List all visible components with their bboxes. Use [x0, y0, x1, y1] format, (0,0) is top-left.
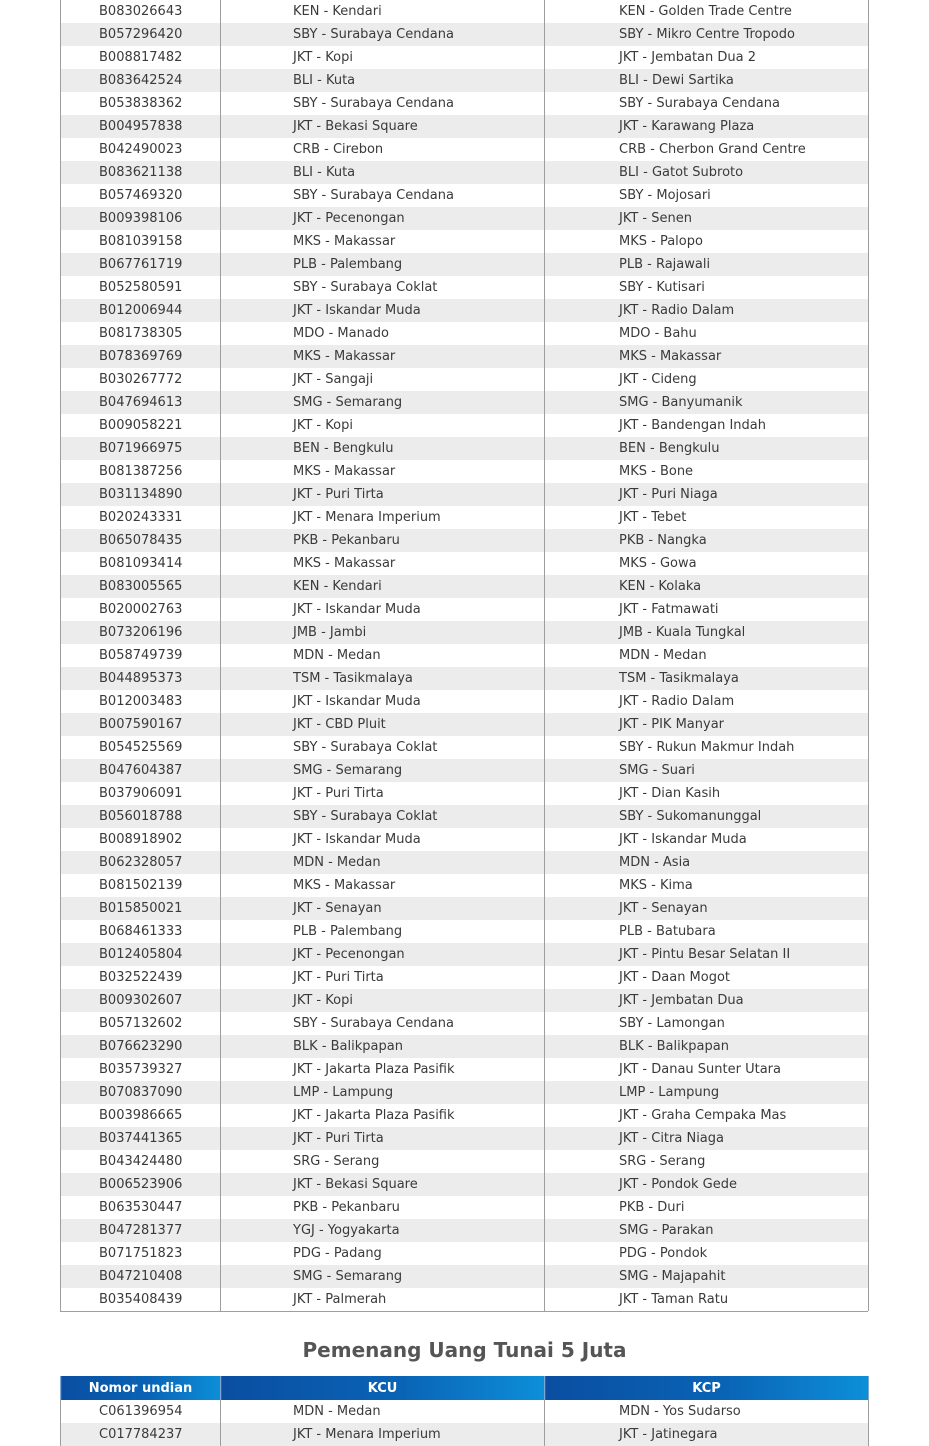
table-row [61, 207, 869, 230]
kcu-cell: SMG - Semarang [221, 391, 545, 414]
nomor-undian-cell: B009398106 [61, 207, 221, 230]
table-row [61, 1150, 869, 1173]
nomor-undian-cell: B047281377 [61, 1219, 221, 1242]
table-row [61, 1219, 869, 1242]
table-row [61, 276, 869, 299]
kcp-cell: BLI - Dewi Sartika [545, 69, 869, 92]
kcp-cell: JKT - Cideng [545, 368, 869, 391]
table-row [61, 1173, 869, 1196]
nomor-undian-cell: B076623290 [61, 1035, 221, 1058]
kcp-cell: JKT - Tebet [545, 506, 869, 529]
header-kcp: KCP [545, 1376, 869, 1400]
table-row [61, 805, 869, 828]
winners-table-5-juta [60, 1376, 868, 1446]
nomor-undian-cell: B071751823 [61, 1242, 221, 1265]
table-row [61, 414, 869, 437]
nomor-undian-cell: B047604387 [61, 759, 221, 782]
kcp-cell: SBY - Lamongan [545, 1012, 869, 1035]
nomor-undian-cell: B030267772 [61, 368, 221, 391]
nomor-undian-cell: B020243331 [61, 506, 221, 529]
kcu-cell: JKT - Kopi [221, 989, 545, 1012]
kcu-cell: JKT - Iskandar Muda [221, 598, 545, 621]
kcu-cell: PLB - Palembang [221, 920, 545, 943]
kcu-cell: YGJ - Yogyakarta [221, 1219, 545, 1242]
kcp-cell: JKT - Taman Ratu [545, 1288, 869, 1311]
kcu-cell: JKT - Menara Imperium [221, 1423, 545, 1446]
kcp-cell: JKT - Senayan [545, 897, 869, 920]
nomor-undian-cell: B003986665 [61, 1104, 221, 1127]
kcu-cell: TSM - Tasikmalaya [221, 667, 545, 690]
nomor-undian-cell: B044895373 [61, 667, 221, 690]
nomor-undian-cell: B032522439 [61, 966, 221, 989]
table-row [61, 644, 869, 667]
table-row [61, 897, 869, 920]
table-row [61, 759, 869, 782]
nomor-undian-cell: B006523906 [61, 1173, 221, 1196]
table-row [61, 851, 869, 874]
nomor-undian-cell: B057296420 [61, 23, 221, 46]
kcp-cell: MKS - Palopo [545, 230, 869, 253]
kcu-cell: SBY - Surabaya Coklat [221, 736, 545, 759]
kcu-cell: PKB - Pekanbaru [221, 529, 545, 552]
table-row [61, 1400, 869, 1423]
kcu-cell: CRB - Cirebon [221, 138, 545, 161]
nomor-undian-cell: B035739327 [61, 1058, 221, 1081]
kcu-cell: JKT - Puri Tirta [221, 1127, 545, 1150]
kcp-cell: JKT - Danau Sunter Utara [545, 1058, 869, 1081]
table-row [61, 598, 869, 621]
kcp-cell: SMG - Majapahit [545, 1265, 869, 1288]
kcu-cell: MKS - Makassar [221, 345, 545, 368]
table-row [61, 1012, 869, 1035]
kcu-cell: BLI - Kuta [221, 69, 545, 92]
table-row [61, 1423, 869, 1446]
kcu-cell: BLI - Kuta [221, 161, 545, 184]
nomor-undian-cell: B035408439 [61, 1288, 221, 1311]
header-kcu: KCU [221, 1376, 545, 1400]
table-row [61, 391, 869, 414]
table-row [61, 782, 869, 805]
kcp-cell: JMB - Kuala Tungkal [545, 621, 869, 644]
nomor-undian-cell: B056018788 [61, 805, 221, 828]
kcp-cell: PKB - Nangka [545, 529, 869, 552]
kcu-cell: JKT - Pecenongan [221, 943, 545, 966]
nomor-undian-cell: B004957838 [61, 115, 221, 138]
nomor-undian-cell: B043424480 [61, 1150, 221, 1173]
kcp-cell: JKT - Puri Niaga [545, 483, 869, 506]
table-row [61, 1288, 869, 1311]
nomor-undian-cell: C061396954 [61, 1400, 221, 1423]
table-row [61, 23, 869, 46]
nomor-undian-cell: B009058221 [61, 414, 221, 437]
kcu-cell: JKT - Jakarta Plaza Pasifik [221, 1058, 545, 1081]
nomor-undian-cell: B083621138 [61, 161, 221, 184]
kcp-cell: SBY - Sukomanunggal [545, 805, 869, 828]
table-row [61, 1265, 869, 1288]
kcp-cell: JKT - Fatmawati [545, 598, 869, 621]
table-row [61, 552, 869, 575]
nomor-undian-cell: B037906091 [61, 782, 221, 805]
kcu-cell: JKT - Senayan [221, 897, 545, 920]
kcu-cell: MDN - Medan [221, 644, 545, 667]
kcp-cell: JKT - Jembatan Dua [545, 989, 869, 1012]
table-row [61, 690, 869, 713]
kcp-cell: PLB - Rajawali [545, 253, 869, 276]
kcp-cell: MDO - Bahu [545, 322, 869, 345]
kcp-cell: JKT - Daan Mogot [545, 966, 869, 989]
nomor-undian-cell: B012405804 [61, 943, 221, 966]
nomor-undian-cell: B073206196 [61, 621, 221, 644]
kcp-cell: LMP - Lampung [545, 1081, 869, 1104]
nomor-undian-cell: B053838362 [61, 92, 221, 115]
nomor-undian-cell: B015850021 [61, 897, 221, 920]
kcp-cell: JKT - Radio Dalam [545, 299, 869, 322]
table-row [61, 667, 869, 690]
nomor-undian-cell: B081387256 [61, 460, 221, 483]
kcu-cell: BLK - Balikpapan [221, 1035, 545, 1058]
kcp-cell: JKT - Jatinegara [545, 1423, 869, 1446]
kcp-cell: PDG - Pondok [545, 1242, 869, 1265]
kcu-cell: KEN - Kendari [221, 575, 545, 598]
kcp-cell: BLK - Balikpapan [545, 1035, 869, 1058]
kcu-cell: PLB - Palembang [221, 253, 545, 276]
table-row [61, 1104, 869, 1127]
kcp-cell: MKS - Makassar [545, 345, 869, 368]
kcp-cell: JKT - Bandengan Indah [545, 414, 869, 437]
kcu-cell: LMP - Lampung [221, 1081, 545, 1104]
kcu-cell: JKT - Iskandar Muda [221, 690, 545, 713]
nomor-undian-cell: B042490023 [61, 138, 221, 161]
kcu-cell: JMB - Jambi [221, 621, 545, 644]
kcu-cell: JKT - Kopi [221, 414, 545, 437]
nomor-undian-cell: B009302607 [61, 989, 221, 1012]
kcp-cell: MDN - Asia [545, 851, 869, 874]
table-row [61, 943, 869, 966]
table-row [61, 621, 869, 644]
kcp-cell: BEN - Bengkulu [545, 437, 869, 460]
table-header-row [61, 1376, 869, 1400]
table-row [61, 299, 869, 322]
kcp-cell: BLI - Gatot Subroto [545, 161, 869, 184]
kcu-cell: JKT - Puri Tirta [221, 782, 545, 805]
kcp-cell: JKT - Graha Cempaka Mas [545, 1104, 869, 1127]
nomor-undian-cell: B052580591 [61, 276, 221, 299]
kcu-cell: JKT - Menara Imperium [221, 506, 545, 529]
winners-table-previous [60, 0, 868, 1312]
kcp-cell: JKT - PIK Manyar [545, 713, 869, 736]
kcu-cell: MDO - Manado [221, 322, 545, 345]
kcu-cell: JKT - Kopi [221, 46, 545, 69]
table-row [61, 966, 869, 989]
table-row [61, 69, 869, 92]
kcu-cell: JKT - Iskandar Muda [221, 299, 545, 322]
table-row [61, 92, 869, 115]
kcu-cell: BEN - Bengkulu [221, 437, 545, 460]
kcu-cell: JKT - Bekasi Square [221, 1173, 545, 1196]
kcp-cell: TSM - Tasikmalaya [545, 667, 869, 690]
nomor-undian-cell: B081039158 [61, 230, 221, 253]
table-row [61, 1035, 869, 1058]
nomor-undian-cell: B078369769 [61, 345, 221, 368]
nomor-undian-cell: B012006944 [61, 299, 221, 322]
table-row [61, 184, 869, 207]
table-row [61, 1127, 869, 1150]
kcp-cell: JKT - Iskandar Muda [545, 828, 869, 851]
kcp-cell: CRB - Cherbon Grand Centre [545, 138, 869, 161]
kcu-cell: JKT - Puri Tirta [221, 483, 545, 506]
kcp-cell: MKS - Kima [545, 874, 869, 897]
kcp-cell: JKT - Karawang Plaza [545, 115, 869, 138]
nomor-undian-cell: B081502139 [61, 874, 221, 897]
nomor-undian-cell: B068461333 [61, 920, 221, 943]
kcp-cell: PKB - Duri [545, 1196, 869, 1219]
kcp-cell: MKS - Gowa [545, 552, 869, 575]
kcu-cell: SBY - Surabaya Coklat [221, 276, 545, 299]
kcp-cell: MDN - Medan [545, 644, 869, 667]
table-row [61, 874, 869, 897]
kcu-cell: SMG - Semarang [221, 1265, 545, 1288]
kcu-cell: MKS - Makassar [221, 874, 545, 897]
kcp-cell: MKS - Bone [545, 460, 869, 483]
kcp-cell: SBY - Kutisari [545, 276, 869, 299]
table-row [61, 115, 869, 138]
kcu-cell: SBY - Surabaya Cendana [221, 23, 545, 46]
nomor-undian-cell: B047210408 [61, 1265, 221, 1288]
kcu-cell: MDN - Medan [221, 1400, 545, 1423]
table-row [61, 460, 869, 483]
table-row [61, 1058, 869, 1081]
table-row [61, 713, 869, 736]
kcu-cell: SBY - Surabaya Coklat [221, 805, 545, 828]
nomor-undian-cell: B058749739 [61, 644, 221, 667]
nomor-undian-cell: B008918902 [61, 828, 221, 851]
nomor-undian-cell: B037441365 [61, 1127, 221, 1150]
nomor-undian-cell: B081093414 [61, 552, 221, 575]
table-row [61, 437, 869, 460]
kcu-cell: JKT - Sangaji [221, 368, 545, 391]
nomor-undian-cell: B031134890 [61, 483, 221, 506]
table-row [61, 736, 869, 759]
nomor-undian-cell: B047694613 [61, 391, 221, 414]
kcu-cell: MKS - Makassar [221, 230, 545, 253]
kcp-cell: SBY - Rukun Makmur Indah [545, 736, 869, 759]
kcp-cell: SMG - Banyumanik [545, 391, 869, 414]
kcp-cell: SBY - Mojosari [545, 184, 869, 207]
kcu-cell: JKT - CBD Pluit [221, 713, 545, 736]
nomor-undian-cell: B083005565 [61, 575, 221, 598]
kcu-cell: JKT - Pecenongan [221, 207, 545, 230]
nomor-undian-cell: B020002763 [61, 598, 221, 621]
table-row [61, 1081, 869, 1104]
kcp-cell: SMG - Suari [545, 759, 869, 782]
table-row [61, 575, 869, 598]
nomor-undian-cell: B083026643 [61, 0, 221, 23]
kcp-cell: SMG - Parakan [545, 1219, 869, 1242]
kcp-cell: JKT - Dian Kasih [545, 782, 869, 805]
kcu-cell: MKS - Makassar [221, 460, 545, 483]
nomor-undian-cell: B008817482 [61, 46, 221, 69]
table-row [61, 1196, 869, 1219]
table-row [61, 828, 869, 851]
kcu-cell: SBY - Surabaya Cendana [221, 1012, 545, 1035]
kcp-cell: SBY - Mikro Centre Tropodo [545, 23, 869, 46]
table-row [61, 989, 869, 1012]
kcp-cell: KEN - Golden Trade Centre [545, 0, 869, 23]
table-row [61, 230, 869, 253]
kcp-cell: SBY - Surabaya Cendana [545, 92, 869, 115]
kcu-cell: JKT - Puri Tirta [221, 966, 545, 989]
nomor-undian-cell: B083642524 [61, 69, 221, 92]
kcu-cell: MKS - Makassar [221, 552, 545, 575]
kcu-cell: SBY - Surabaya Cendana [221, 92, 545, 115]
nomor-undian-cell: B070837090 [61, 1081, 221, 1104]
table-row [61, 322, 869, 345]
kcu-cell: JKT - Palmerah [221, 1288, 545, 1311]
kcu-cell: PDG - Padang [221, 1242, 545, 1265]
table-row [61, 1242, 869, 1265]
table-row [61, 368, 869, 391]
nomor-undian-cell: B057469320 [61, 184, 221, 207]
table-row [61, 46, 869, 69]
table-row [61, 920, 869, 943]
nomor-undian-cell: B054525569 [61, 736, 221, 759]
nomor-undian-cell: B067761719 [61, 253, 221, 276]
kcu-cell: SBY - Surabaya Cendana [221, 184, 545, 207]
kcp-cell: KEN - Kolaka [545, 575, 869, 598]
table-row [61, 529, 869, 552]
kcp-cell: JKT - Pondok Gede [545, 1173, 869, 1196]
header-nomor-undian: Nomor undian [61, 1376, 221, 1400]
table-row [61, 483, 869, 506]
nomor-undian-cell: B065078435 [61, 529, 221, 552]
kcp-cell: JKT - Pintu Besar Selatan II [545, 943, 869, 966]
kcp-cell: MDN - Yos Sudarso [545, 1400, 869, 1423]
kcp-cell: JKT - Jembatan Dua 2 [545, 46, 869, 69]
table-row [61, 0, 869, 23]
nomor-undian-cell: B071966975 [61, 437, 221, 460]
nomor-undian-cell: B057132602 [61, 1012, 221, 1035]
kcu-cell: JKT - Jakarta Plaza Pasifik [221, 1104, 545, 1127]
kcu-cell: PKB - Pekanbaru [221, 1196, 545, 1219]
nomor-undian-cell: B081738305 [61, 322, 221, 345]
nomor-undian-cell: B012003483 [61, 690, 221, 713]
table-row [61, 138, 869, 161]
kcu-cell: SRG - Serang [221, 1150, 545, 1173]
kcp-cell: JKT - Radio Dalam [545, 690, 869, 713]
kcu-cell: MDN - Medan [221, 851, 545, 874]
kcp-cell: JKT - Citra Niaga [545, 1127, 869, 1150]
table-row [61, 506, 869, 529]
table-row [61, 253, 869, 276]
nomor-undian-cell: C017784237 [61, 1423, 221, 1446]
kcp-cell: JKT - Senen [545, 207, 869, 230]
kcu-cell: JKT - Iskandar Muda [221, 828, 545, 851]
kcp-cell: PLB - Batubara [545, 920, 869, 943]
nomor-undian-cell: B063530447 [61, 1196, 221, 1219]
section-title-5-juta: Pemenang Uang Tunai 5 Juta [302, 1338, 627, 1362]
table-row [61, 161, 869, 184]
kcp-cell: SRG - Serang [545, 1150, 869, 1173]
kcu-cell: JKT - Bekasi Square [221, 115, 545, 138]
table-row [61, 345, 869, 368]
kcu-cell: KEN - Kendari [221, 0, 545, 23]
nomor-undian-cell: B062328057 [61, 851, 221, 874]
nomor-undian-cell: B007590167 [61, 713, 221, 736]
kcu-cell: SMG - Semarang [221, 759, 545, 782]
